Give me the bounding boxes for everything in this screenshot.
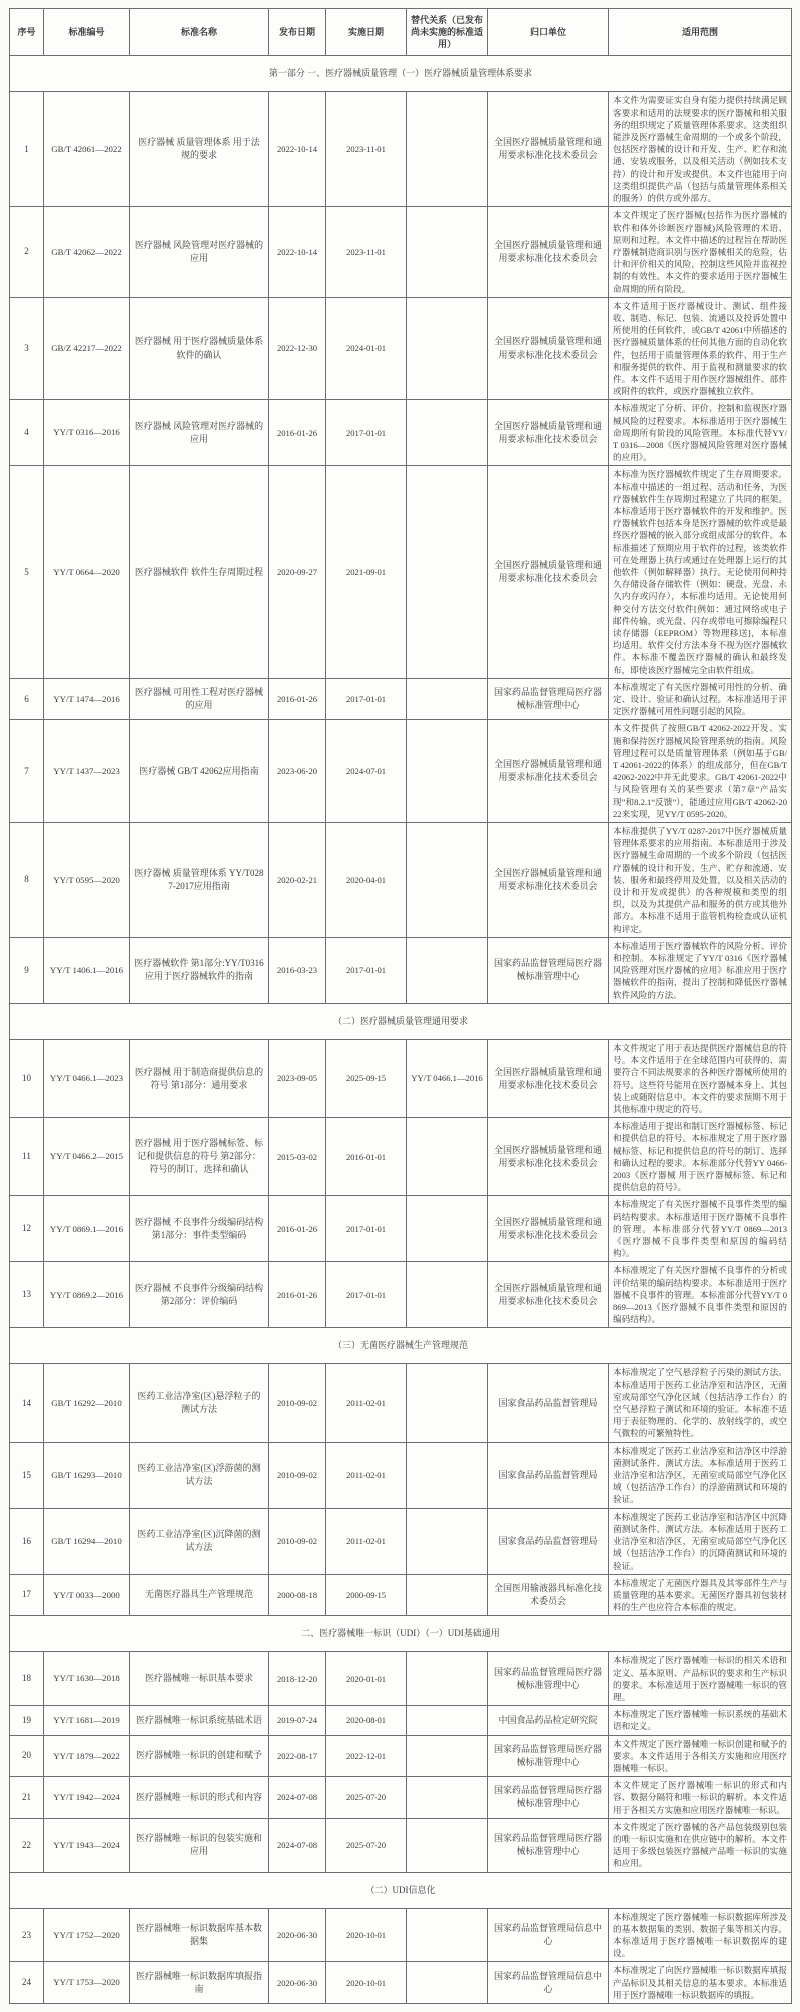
standard-row (10, 207, 792, 297)
cell-replaces (407, 720, 488, 823)
cell-seq: 4 (10, 400, 44, 466)
cell-published: 2010-09-02 (269, 1364, 326, 1442)
cell-scope: 本文件为需要证实自身有能力提供持续满足顾客要求和适用的法规要求的医疗器械和相关服务的组织规定了质量管理体系要求。这类组织能涉及医疗器械生命周期的一个或多个阶段，包括医疗器械的设计和开发、生产、贮存和流通、安装或服务，以及相关活动（例如技术支持）的设计和开发或提供。本文件也能用于向这类组织提供产品（包括与质量管理体系相关的服务）的供方或外部方。 (609, 92, 792, 207)
cell-seq: 3 (10, 297, 44, 400)
cell-seq: 10 (10, 1039, 44, 1117)
cell-unit: 国家药品监督管理局医疗器械标准管理中心 (488, 1777, 609, 1819)
cell-seq: 9 (10, 937, 44, 1003)
cell-scope: 本标准规定了空气悬浮粒子污染的测试方法。本标准适用于医药工业洁净室和洁净区，无菌室或局部空气净化区域（包括洁净工作台）的空气悬浮粒子测试和环境的验证。本标准不适用于表征物理的、化学的、放射线学的，或空气微粒的可繁殖特性。 (609, 1364, 792, 1442)
cell-code: YY/T 0466.2—2015 (44, 1118, 130, 1196)
cell-replaces (407, 1777, 488, 1819)
cell-name: 医药工业洁净室(区)沉降菌的测试方法 (130, 1508, 269, 1574)
cell-scope: 本文件适用于医疗器械设计、测试、组件接收、制造、标记、包装、流通以及投诉处置中所使用的任何软件，或GB/T 42061中所描述的医疗器械质量体系的任何其他方面的自动化软件，包括用于质量管理体系的软件、用于生产和服务提供的软件、用于监视和测量要求的软件。本文件不适用于用作医疗器械组件、部件或附件的软件，或医疗器械独立软件。 (609, 297, 792, 400)
cell-published: 2022-12-30 (269, 297, 326, 400)
standard-row (10, 1364, 792, 1442)
cell-unit: 国家药品监督管理局信息中心 (488, 1962, 609, 2004)
cell-scope: 本标准规定了医疗器械唯一标识的相关术语和定义、基本原则、产品标识的要求和生产标识的要求。本标准适用于医疗器械唯一标识的管理。 (609, 1652, 792, 1706)
cell-code: YY/T 0595—2020 (44, 823, 130, 938)
cell-unit: 全国医疗器械质量管理和通用要求标准化技术委员会 (488, 1039, 609, 1117)
cell-code: GB/Z 42217—2022 (44, 297, 130, 400)
cell-unit: 全国医疗器械质量管理和通用要求标准化技术委员会 (488, 1262, 609, 1328)
cell-replaces (407, 937, 488, 1003)
cell-seq: 14 (10, 1364, 44, 1442)
cell-scope: 本标准规定了有关医疗器械不良事件类型的编码结构要求。本标准适用于医疗器械不良事件的管理。本标准部分代替YY/T 0869—2013《医疗器械不良事件类型和原因的编码结构》。 (609, 1196, 792, 1262)
cell-implemented: 2011-02-01 (326, 1442, 407, 1508)
standard-row (10, 400, 792, 466)
cell-seq: 22 (10, 1818, 44, 1872)
cell-unit: 国家药品监督管理局信息中心 (488, 1908, 609, 1962)
cell-code: GB/T 16293—2010 (44, 1442, 130, 1508)
column-header-name: 标准名称 (130, 9, 269, 56)
cell-implemented: 2024-01-01 (326, 297, 407, 400)
cell-code: YY/T 0316—2016 (44, 400, 130, 466)
cell-published: 2023-09-05 (269, 1039, 326, 1117)
cell-name: 医疗器械 风险管理对医疗器械的应用 (130, 400, 269, 466)
column-header-published: 发布日期 (269, 9, 326, 56)
cell-replaces (407, 1818, 488, 1872)
standard-row (10, 1735, 792, 1777)
cell-published: 2016-01-26 (269, 1262, 326, 1328)
cell-published: 2023-06-20 (269, 720, 326, 823)
cell-replaces (407, 1118, 488, 1196)
cell-seq: 12 (10, 1196, 44, 1262)
cell-scope: 本标准规定了医疗器械唯一标识数据库所涉及的基本数据集的类别、数据子集等相关内容。本标准适用于医疗器械唯一标识数据库的建设。 (609, 1908, 792, 1962)
standard-row (10, 1652, 792, 1706)
cell-seq: 19 (10, 1706, 44, 1735)
section-label: 第一部分 一、医疗器械质量管理（一）医疗器械质量管理体系要求 (10, 56, 792, 92)
cell-implemented: 2000-09-15 (326, 1574, 407, 1616)
cell-seq: 20 (10, 1735, 44, 1777)
cell-code: GB/T 16294—2010 (44, 1508, 130, 1574)
section-row (10, 1616, 792, 1652)
cell-name: 医疗器械软件 第1部分:YY/T0316应用于医疗器械软件的指南 (130, 937, 269, 1003)
cell-name: 医疗器械 风险管理对医疗器械的应用 (130, 207, 269, 297)
cell-unit: 全国医疗器械质量管理和通用要求标准化技术委员会 (488, 720, 609, 823)
cell-code: YY/T 1942—2024 (44, 1777, 130, 1819)
cell-code: GB/T 42062—2022 (44, 207, 130, 297)
cell-implemented: 2023-11-01 (326, 92, 407, 207)
cell-replaces (407, 1962, 488, 2004)
cell-replaces (407, 1652, 488, 1706)
cell-unit: 全国医疗器械质量管理和通用要求标准化技术委员会 (488, 92, 609, 207)
cell-implemented: 2025-07-20 (326, 1777, 407, 1819)
cell-replaces (407, 1574, 488, 1616)
cell-unit: 全国医疗器械质量管理和通用要求标准化技术委员会 (488, 297, 609, 400)
cell-implemented: 2020-10-01 (326, 1908, 407, 1962)
column-header-replaces: 替代关系（已发布尚未实施的标准适用） (407, 9, 488, 56)
cell-code: YY/T 1879—2022 (44, 1735, 130, 1777)
cell-name: 医疗器械唯一标识的包装实施和应用 (130, 1818, 269, 1872)
cell-replaces (407, 1364, 488, 1442)
column-header-code: 标准编号 (44, 9, 130, 56)
cell-published: 2015-03-02 (269, 1118, 326, 1196)
standard-row (10, 678, 792, 720)
standard-row (10, 1196, 792, 1262)
column-header-seq: 序号 (10, 9, 44, 56)
cell-name: 医疗器械 用于医疗器械质量体系软件的确认 (130, 297, 269, 400)
cell-published: 2022-08-17 (269, 1735, 326, 1777)
cell-implemented: 2017-01-01 (326, 1196, 407, 1262)
table-header-row (10, 9, 792, 56)
cell-implemented: 2016-01-01 (326, 1118, 407, 1196)
cell-name: 无菌医疗器具生产管理规范 (130, 1574, 269, 1616)
cell-replaces (407, 207, 488, 297)
cell-published: 2016-01-26 (269, 400, 326, 466)
cell-scope: 本文件规定了医疗器械的各产品包装级别包装的唯一标识实施和在供应链中的解析。本文件适用于多级包装医疗器械产品唯一标识的实施和应用。 (609, 1818, 792, 1872)
cell-seq: 6 (10, 678, 44, 720)
cell-seq: 5 (10, 466, 44, 678)
cell-replaces (407, 1908, 488, 1962)
cell-unit: 全国医疗器械质量管理和通用要求标准化技术委员会 (488, 466, 609, 678)
cell-published: 2020-09-27 (269, 466, 326, 678)
cell-published: 2020-06-30 (269, 1908, 326, 1962)
cell-seq: 16 (10, 1508, 44, 1574)
column-header-scope: 适用范围 (609, 9, 792, 56)
cell-published: 2020-06-30 (269, 1962, 326, 2004)
cell-seq: 17 (10, 1574, 44, 1616)
cell-published: 2016-03-23 (269, 937, 326, 1003)
cell-scope: 本文件规定了医疗器械唯一标识创建和赋予的要求。本文件适用于各相关方实施和应用医疗器械唯一标识。 (609, 1735, 792, 1777)
cell-seq: 18 (10, 1652, 44, 1706)
cell-implemented: 2021-09-01 (326, 466, 407, 678)
cell-code: YY/T 0869.2—2016 (44, 1262, 130, 1328)
standard-row (10, 1118, 792, 1196)
cell-unit: 国家药品监督管理局医疗器械标准管理中心 (488, 937, 609, 1003)
cell-implemented: 2017-01-01 (326, 400, 407, 466)
cell-seq: 13 (10, 1262, 44, 1328)
cell-code: YY/T 0664—2020 (44, 466, 130, 678)
cell-scope: 本文件提供了按照GB/T 42062-2022开发、实施和保持医疗器械风险管理系统的指南。风险管理过程可以是质量管理体系（例如基于GB/T 42061-2022的体系）的组成部分，但在GB/T 42062-2022中并无此要求。GB/T 42061-2022中与风险管理有关的某些要求（第7章“产品实现”和8.2.1“反馈”），能通过应用GB/T 42062-2022来实现，见YY/T 0595-2020。 (609, 720, 792, 823)
cell-seq: 11 (10, 1118, 44, 1196)
cell-code: YY/T 1753—2020 (44, 1962, 130, 2004)
standard-row (10, 1442, 792, 1508)
cell-published: 2000-08-18 (269, 1574, 326, 1616)
cell-unit: 国家药品监督管理局医疗器械标准管理中心 (488, 1735, 609, 1777)
cell-unit: 全国医疗器械质量管理和通用要求标准化技术委员会 (488, 823, 609, 938)
standard-row (10, 1706, 792, 1735)
cell-name: 医疗器械 质量管理体系 YY/T0287-2017应用指南 (130, 823, 269, 938)
cell-seq: 21 (10, 1777, 44, 1819)
cell-implemented: 2017-01-01 (326, 1262, 407, 1328)
cell-name: 医疗器械 可用性工程对医疗器械的应用 (130, 678, 269, 720)
cell-implemented: 2011-02-01 (326, 1364, 407, 1442)
cell-implemented: 2025-09-15 (326, 1039, 407, 1117)
cell-replaces (407, 1508, 488, 1574)
cell-scope: 本标准为医疗器械软件规定了生存周期要求。本标准中描述的一组过程、活动和任务，为医疗器械软件生存周期过程建立了共同的框架。本标准适用于医疗器械软件的开发和维护。医疗器械软件包括本身是医疗器械的软件或是最终医疗器械的嵌入部分或组成部分的软件。本标准描述了预期应用于软件的过程，该类软件可在处理器上执行或通过在处理器上运行的其他软件（例如解释器）执行。无论使用何种持久存储设备存储软件（例如：硬盘、光盘、永久内存或闪存），本标准均适用。无论使用何种交付方法交付软件[例如：通过网络或电子邮件传输，或光盘、闪存或带电可擦除编程只读存储器（EEPROM）等物理移送]，本标准均适用。软件交付方法本身不视为医疗器械软件。本标准不覆盖医疗器械的确认和最终发布，即使该医疗器械完全由软件组成。 (609, 466, 792, 678)
cell-replaces (407, 678, 488, 720)
cell-name: 医疗器械 质量管理体系 用于法规的要求 (130, 92, 269, 207)
cell-name: 医疗器械唯一标识数据库基本数据集 (130, 1908, 269, 1962)
section-label: （二）医疗器械质量管理通用要求 (10, 1003, 792, 1039)
cell-code: YY/T 1752—2020 (44, 1908, 130, 1962)
cell-unit: 国家药品监督管理局医疗器械标准管理中心 (488, 678, 609, 720)
standard-row (10, 1262, 792, 1328)
standard-row (10, 1039, 792, 1117)
cell-unit: 全国医疗器械质量管理和通用要求标准化技术委员会 (488, 400, 609, 466)
standards-table (9, 8, 792, 2004)
cell-code: YY/T 0033—2000 (44, 1574, 130, 1616)
cell-scope: 本标准规定了医药工业洁净室和洁净区中沉降菌测试条件、测试方法。本标准适用于医药工业洁净室和洁净区，无菌室或局部空气净化区域（包括洁净工作台）的沉降菌测试和环境的验证。 (609, 1508, 792, 1574)
standard-row (10, 1962, 792, 2004)
cell-name: 医疗器械唯一标识的形式和内容 (130, 1777, 269, 1819)
cell-unit: 中国食品药品检定研究院 (488, 1706, 609, 1735)
standard-row (10, 1818, 792, 1872)
cell-unit: 国家药品监督管理局医疗器械标准管理中心 (488, 1652, 609, 1706)
cell-scope: 本标准提供了YY/T 0287-2017中医疗器械质量管理体系要求的应用指南。本标准适用于涉及医疗器械生命周期的一个或多个阶段（包括医疗器械的设计和开发、生产、贮存和流通、安装、服务和最终停用及处置，以及相关活动的设计和开发或提供）的各种规模和类型的组织，以及为其提供产品和服务的供方或其他外部方。本标准不适用于监管机构检查或认证机构评定。 (609, 823, 792, 938)
cell-scope: 本标准规定了有关医疗器械不良事件的分析或评价结果的编码结构要求。本标准适用于医疗器械不良事件的管理。本标准部分代替YY/T 0869—2013《医疗器械不良事件类型和原因的编码结构》。 (609, 1262, 792, 1328)
cell-scope: 本标准规定了有关医疗器械可用性的分析、确定、设计、验证和确认过程。本标准适用于评定医疗器械可用性问题引起的风险。 (609, 678, 792, 720)
section-row (10, 56, 792, 92)
standard-row (10, 1908, 792, 1962)
cell-published: 2010-09-02 (269, 1442, 326, 1508)
cell-scope: 本标准适用于提出和制订医疗器械标签、标记和提供信息的符号。本标准规定了用于医疗器械标签、标记和提供信息的符号的制订、选择和确认过程的要求。本标准部分代替YY 0466-2003《医疗器械 用于医疗器械标签、标记和提供信息的符号》。 (609, 1118, 792, 1196)
cell-replaces (407, 823, 488, 938)
cell-replaces (407, 1262, 488, 1328)
cell-code: YY/T 1681—2019 (44, 1706, 130, 1735)
cell-seq: 24 (10, 1962, 44, 2004)
cell-published: 2020-02-21 (269, 823, 326, 938)
cell-unit: 国家食品药品监督管理局 (488, 1508, 609, 1574)
cell-seq: 8 (10, 823, 44, 938)
cell-name: 医药工业洁净室(区)悬浮粒子的测试方法 (130, 1364, 269, 1442)
cell-published: 2022-10-14 (269, 92, 326, 207)
cell-code: GB/T 42061—2022 (44, 92, 130, 207)
cell-name: 医药工业洁净室(区)浮游菌的测试方法 (130, 1442, 269, 1508)
cell-implemented: 2020-10-01 (326, 1962, 407, 2004)
cell-unit: 全国医疗器械质量管理和通用要求标准化技术委员会 (488, 207, 609, 297)
cell-seq: 23 (10, 1908, 44, 1962)
column-header-implemented: 实施日期 (326, 9, 407, 56)
standard-row (10, 937, 792, 1003)
cell-replaces (407, 1442, 488, 1508)
cell-replaces (407, 1735, 488, 1777)
cell-scope: 本标准规定了医药工业洁净室和洁净区中浮游菌测试条件、测试方法。本标准适用于医药工业洁净室和洁净区，无菌室或局部空气净化区域（包括洁净工作台）的浮游菌测试和环境的验证。 (609, 1442, 792, 1508)
table-header (10, 9, 792, 56)
cell-replaces (407, 466, 488, 678)
cell-seq: 15 (10, 1442, 44, 1508)
cell-published: 2019-07-24 (269, 1706, 326, 1735)
standard-row (10, 823, 792, 938)
cell-name: 医疗器械软件 软件生存周期过程 (130, 466, 269, 678)
cell-code: YY/T 1406.1—2016 (44, 937, 130, 1003)
section-row (10, 1003, 792, 1039)
cell-implemented: 2020-01-01 (326, 1652, 407, 1706)
cell-implemented: 2023-11-01 (326, 207, 407, 297)
standard-row (10, 92, 792, 207)
column-header-unit: 归口单位 (488, 9, 609, 56)
cell-unit: 国家食品药品监督管理局 (488, 1364, 609, 1442)
standard-row (10, 1508, 792, 1574)
cell-name: 医疗器械唯一标识系统基础术语 (130, 1706, 269, 1735)
cell-replaces (407, 1706, 488, 1735)
cell-name: 医疗器械唯一标识的创建和赋予 (130, 1735, 269, 1777)
cell-replaces: YY/T 0466.1—2016 (407, 1039, 488, 1117)
cell-scope: 本文件规定了医疗器械(包括作为医疗器械的软件和体外诊断医疗器械)风险管理的术语、原则和过程。本文件中描述的过程旨在帮助医疗器械制造商识别与医疗器械相关的危险，估计和评价相关的风险，控制这些风险并监视控制的有效性。本文件的要求适用于医疗器械生命周期的所有阶段。 (609, 207, 792, 297)
cell-implemented: 2024-07-01 (326, 720, 407, 823)
cell-name: 医疗器械 GB/T 42062应用指南 (130, 720, 269, 823)
cell-name: 医疗器械唯一标识基本要求 (130, 1652, 269, 1706)
cell-implemented: 2020-04-01 (326, 823, 407, 938)
cell-seq: 1 (10, 92, 44, 207)
section-row (10, 1872, 792, 1908)
cell-implemented: 2011-02-01 (326, 1508, 407, 1574)
table-body (10, 56, 792, 2004)
cell-published: 2016-01-26 (269, 678, 326, 720)
cell-name: 医疗器械 不良事件分级编码结构 第2部分：评价编码 (130, 1262, 269, 1328)
cell-code: YY/T 0466.1—2023 (44, 1039, 130, 1117)
cell-scope: 本标准适用于医疗器械软件的风险分析、评价和控制。本标准规定了YY/T 0316《医疗器械风险管理对医疗器械的应用》标准应用于医疗器械软件的指南，提出了控制和降低医疗器械软件风险的方法。 (609, 937, 792, 1003)
cell-replaces (407, 297, 488, 400)
cell-published: 2010-09-02 (269, 1508, 326, 1574)
standard-row (10, 466, 792, 678)
cell-published: 2018-12-20 (269, 1652, 326, 1706)
cell-implemented: 2017-01-01 (326, 678, 407, 720)
section-row (10, 1328, 792, 1364)
cell-code: YY/T 1474—2016 (44, 678, 130, 720)
cell-scope: 本文件规定了医疗器械唯一标识的形式和内容、数据分隔符和唯一标识的解析。本文件适用于各相关方实施和应用医疗器械唯一标识。 (609, 1777, 792, 1819)
cell-seq: 7 (10, 720, 44, 823)
cell-seq: 2 (10, 207, 44, 297)
cell-code: YY/T 0869.1—2016 (44, 1196, 130, 1262)
section-label: （三）无菌医疗器械生产管理规范 (10, 1328, 792, 1364)
cell-scope: 本标准规定了无菌医疗器具及其零部件生产与质量管理的基本要求。无菌医疗器具初包装材料的生产也应符合本标准的规定。 (609, 1574, 792, 1616)
cell-name: 医疗器械唯一标识数据库填报指南 (130, 1962, 269, 2004)
cell-published: 2024-07-08 (269, 1818, 326, 1872)
standard-row (10, 1777, 792, 1819)
cell-code: YY/T 1630—2018 (44, 1652, 130, 1706)
section-label: 二、医疗器械唯一标识（UDI）（一）UDI基础通用 (10, 1616, 792, 1652)
standard-row (10, 297, 792, 400)
cell-unit: 国家食品药品监督管理局 (488, 1442, 609, 1508)
cell-code: YY/T 1943—2024 (44, 1818, 130, 1872)
cell-code: YY/T 1437—2023 (44, 720, 130, 823)
cell-unit: 国家药品监督管理局医疗器械标准管理中心 (488, 1818, 609, 1872)
cell-published: 2024-07-08 (269, 1777, 326, 1819)
cell-scope: 本文件规定了用于表达提供医疗器械信息的符号。本文件适用于在全球范围内可获得的、需要符合不同法规要求的各种医疗器械所使用的符号。这些符号能用在医疗器械本身上、其包装上或随附信息中。本文件的要求预期不用于其他标准中规定的符号。 (609, 1039, 792, 1117)
cell-implemented: 2022-12-01 (326, 1735, 407, 1777)
cell-scope: 本标准规定了医疗器械唯一标识系统的基础术语和定义。 (609, 1706, 792, 1735)
standard-row (10, 720, 792, 823)
cell-implemented: 2025-07-20 (326, 1818, 407, 1872)
cell-published: 2022-10-14 (269, 207, 326, 297)
cell-replaces (407, 400, 488, 466)
cell-implemented: 2020-08-01 (326, 1706, 407, 1735)
cell-unit: 全国医疗器械质量管理和通用要求标准化技术委员会 (488, 1118, 609, 1196)
cell-scope: 本标准规定了分析、评价、控制和监视医疗器械风险的过程要求。本标准适用于医疗器械生命周期所有阶段的风险管理。本标准代替YY/T 0316—2008《医疗器械风险管理对医疗器械的应用》。 (609, 400, 792, 466)
cell-unit: 全国医疗器械质量管理和通用要求标准化技术委员会 (488, 1196, 609, 1262)
standard-row (10, 1574, 792, 1616)
cell-implemented: 2017-01-01 (326, 937, 407, 1003)
cell-unit: 全国医用输液器具标准化技术委员会 (488, 1574, 609, 1616)
cell-name: 医疗器械 不良事件分级编码结构 第1部分：事件类型编码 (130, 1196, 269, 1262)
cell-scope: 本标准规定了向医疗器械唯一标识数据库填报产品标识及其相关信息的基本要求。本标准适用于医疗器械唯一标识数据库的填报。 (609, 1962, 792, 2004)
cell-name: 医疗器械 用于医疗器械标签、标记和提供信息的符号 第2部分：符号的制订、选择和确认 (130, 1118, 269, 1196)
section-label: （二）UDI信息化 (10, 1872, 792, 1908)
cell-name: 医疗器械 用于制造商提供信息的符号 第1部分：通用要求 (130, 1039, 269, 1117)
cell-replaces (407, 1196, 488, 1262)
cell-published: 2016-01-26 (269, 1196, 326, 1262)
cell-code: GB/T 16292—2010 (44, 1364, 130, 1442)
cell-replaces (407, 92, 488, 207)
